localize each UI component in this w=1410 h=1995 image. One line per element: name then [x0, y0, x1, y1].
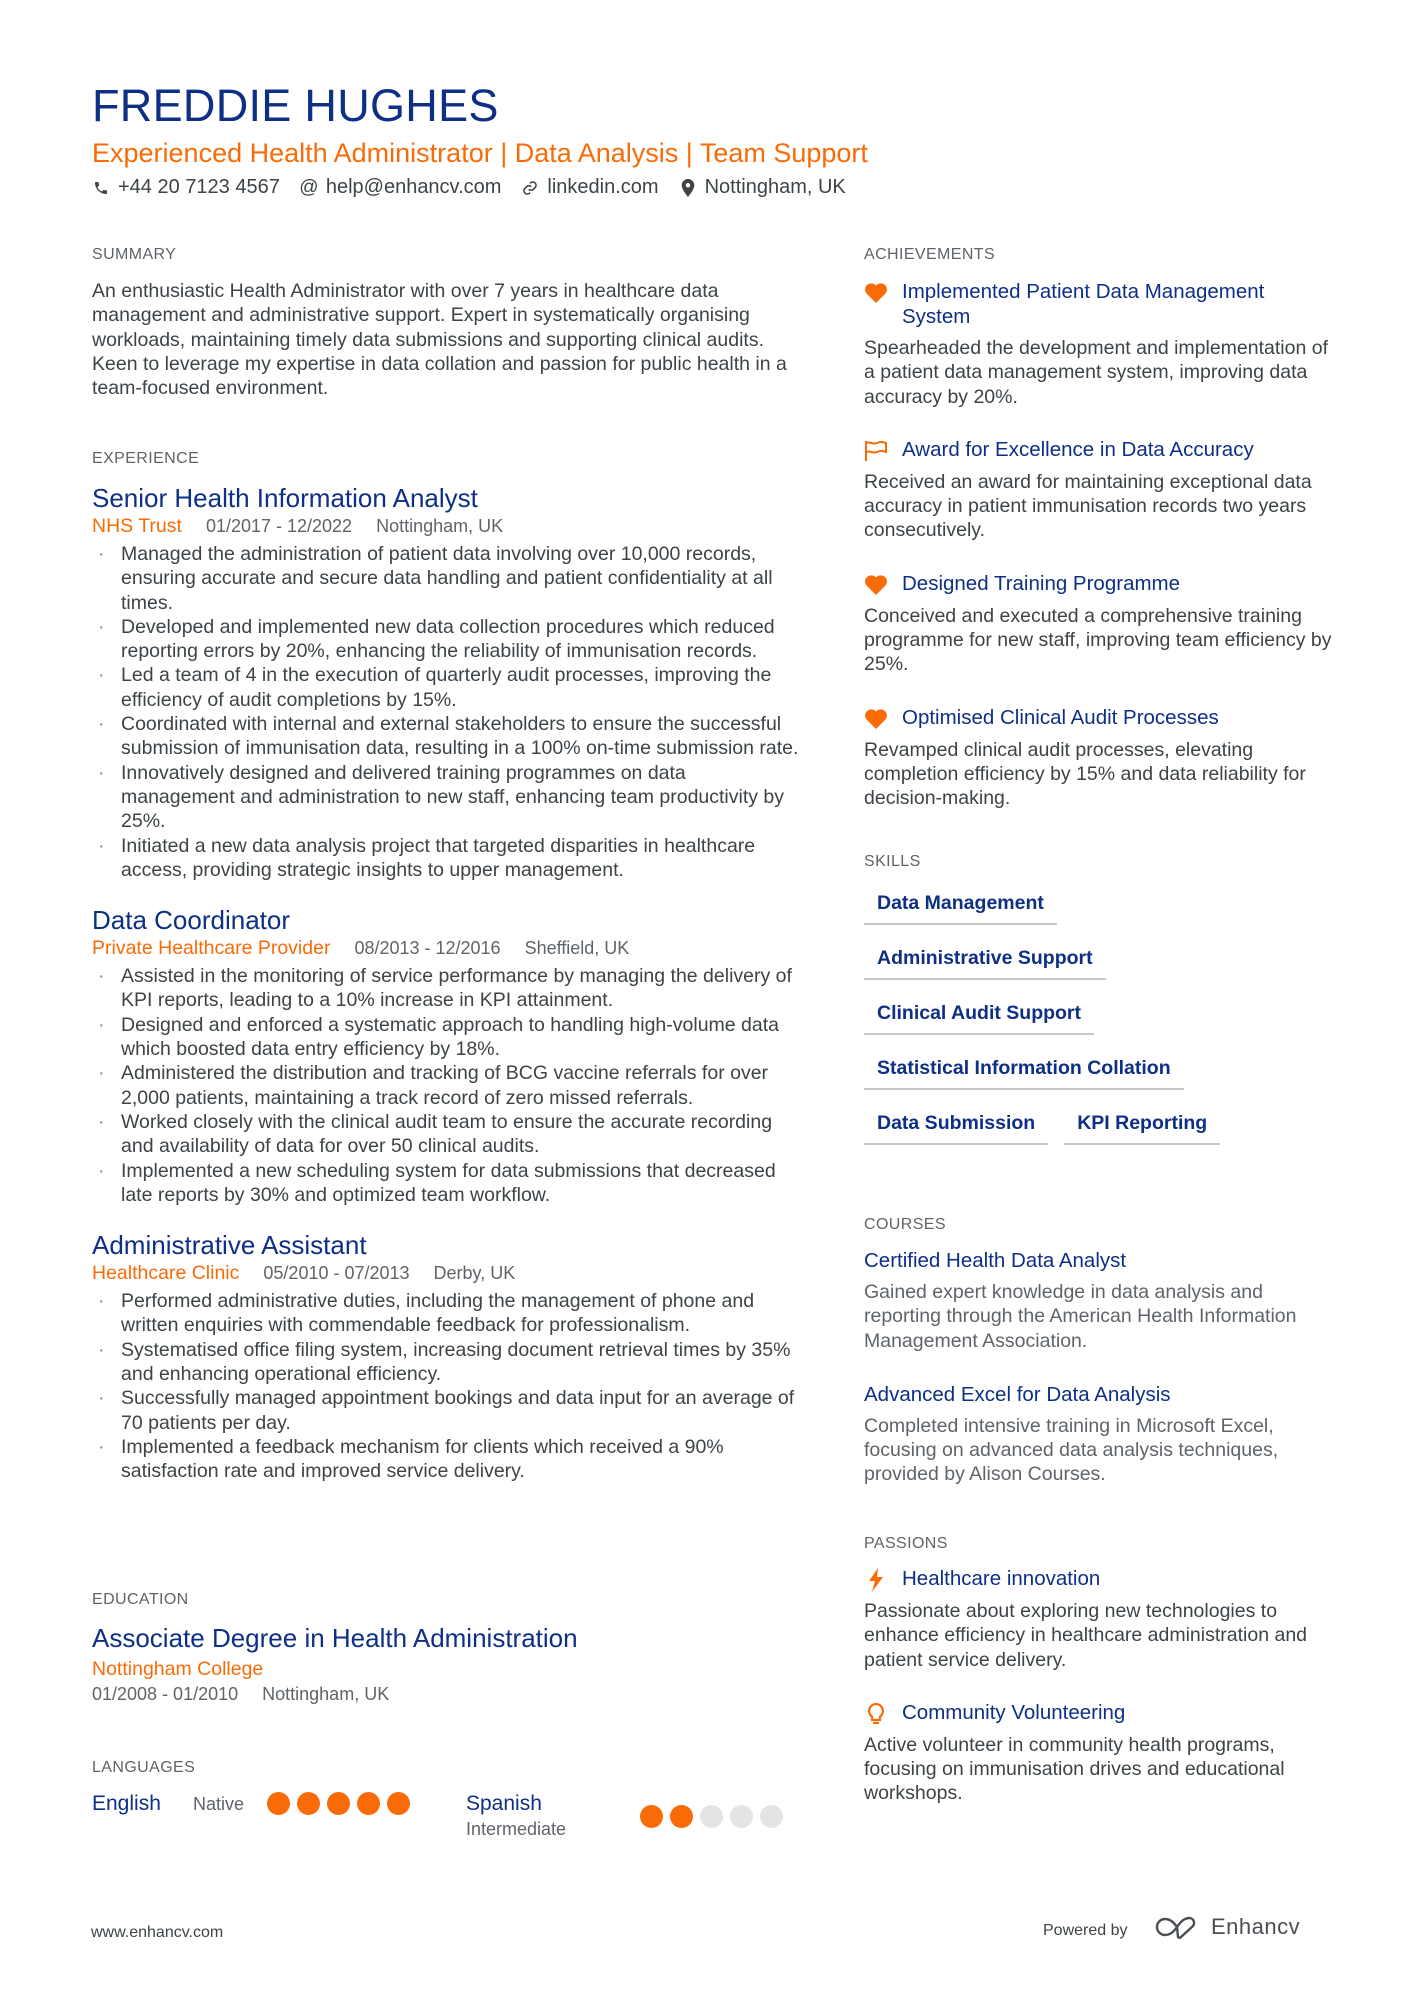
education-dates: 01/2008 - 01/2010: [92, 1684, 239, 1704]
bullet-item: · Designed and enforced a systematic approach to handling high-volume data which boosted data entry efficiency by 18%.: [92, 1013, 802, 1062]
achievements-list: [864, 279, 1334, 811]
skill-tag: Data Submission: [864, 1112, 1048, 1145]
job-meta: [92, 1261, 802, 1285]
achievement-title: Award for Excellence in Data Accuracy: [902, 437, 1254, 461]
bullet-item: · Assisted in the monitoring of service performance by managing the delivery of KPI reports, leading to a 10% increase in KPI attainment.: [92, 964, 802, 1013]
skill-tag: Administrative Support: [864, 947, 1106, 980]
location-text: Nottingham, UK: [704, 176, 846, 198]
bullet-item: · Performed administrative duties, including the management of phone and written enquiries with commendable feedback for professionalism.: [92, 1289, 802, 1338]
bullet-item: · Systematised office filing system, increasing document retrieval times by 35% and enhancing operational efficiency.: [92, 1338, 802, 1387]
education-location: Nottingham, UK: [262, 1684, 390, 1704]
job-meta: [92, 514, 802, 538]
rating-dot-empty: [700, 1805, 723, 1828]
course-item: [864, 1248, 1334, 1353]
achievement-header: [864, 571, 1334, 597]
skills-row: [864, 1002, 1334, 1035]
rating-dot-filled: [387, 1792, 410, 1815]
enhancv-brand: Enhancv: [1211, 1914, 1301, 1939]
bullet-item: · Innovatively designed and delivered training programmes on data management and administration to new staff, enhancing team productivity by 25%.: [92, 761, 802, 834]
job-bullets: [92, 964, 802, 1207]
summary-text: An enthusiastic Health Administrator with over 7 years in healthcare data management and administrative support. Expert in systematically organising workloads, maintaining timely data submissions and supporting clinical audits. Keen to leverage my expertise in data collation and passion for public health in a team-focused environment.: [92, 280, 787, 400]
section-heading-achievements: ACHIEVEMENTS: [864, 246, 996, 263]
section-heading-languages: LANGUAGES: [92, 1759, 196, 1776]
skills-row: [864, 1112, 1334, 1145]
rating-dot-filled: [640, 1805, 663, 1828]
enhancv-logo-icon: [1155, 1914, 1201, 1940]
course-item: [864, 1382, 1334, 1487]
skill-tag: KPI Reporting: [1064, 1112, 1220, 1145]
achievement-header: [864, 279, 1334, 329]
passion-item: [864, 1700, 1334, 1806]
footer-website[interactable]: www.enhancv.com: [91, 1924, 224, 1941]
contact-row: [92, 176, 846, 199]
job-dates: 08/2013 - 12/2016: [354, 938, 501, 959]
heart-icon: [864, 573, 888, 597]
passion-item: [864, 1566, 1334, 1672]
skills-row: [864, 1057, 1334, 1090]
linkedin-link[interactable]: linkedin.com: [547, 176, 659, 198]
rating-dot-empty: [760, 1805, 783, 1828]
passions-list: [864, 1566, 1334, 1834]
section-heading-education: EDUCATION: [92, 1591, 189, 1608]
language-rating: [640, 1805, 790, 1833]
job-location: Sheffield, UK: [524, 938, 630, 959]
phone-icon: [92, 179, 110, 197]
job-dates: 05/2010 - 07/2013: [263, 1263, 410, 1284]
company-name: NHS Trust: [92, 515, 182, 537]
achievement-item: [864, 279, 1334, 409]
section-heading-passions: PASSIONS: [864, 1535, 948, 1552]
achievement-item: [864, 705, 1334, 811]
achievement-title: Optimised Clinical Audit Processes: [902, 705, 1219, 729]
email-link[interactable]: help@enhancv.com: [325, 176, 502, 198]
location-pin-icon: [679, 179, 697, 197]
heart-icon: [864, 281, 888, 305]
job-title: Senior Health Information Analyst: [92, 483, 478, 513]
achievement-item: [864, 437, 1334, 543]
bullet-item: · Implemented a feedback mechanism for clients which received a 90% satisfaction rate and improved service delivery.: [92, 1435, 802, 1484]
company-name: Private Healthcare Provider: [92, 937, 331, 960]
achievement-title: Implemented Patient Data Management System: [902, 280, 1265, 328]
rating-dot-filled: [297, 1792, 320, 1815]
contact-phone: [92, 176, 280, 199]
job-entry: [92, 1229, 802, 1483]
rating-dot-filled: [327, 1792, 350, 1815]
job-bullets: [92, 1289, 802, 1483]
achievement-description: Received an award for maintaining exceptional data accuracy in patient immunisation records two years consecutively.: [864, 470, 1312, 542]
education-entry: [92, 1622, 792, 1706]
achievement-header: [864, 437, 1334, 463]
enhancv-logo[interactable]: [1155, 1914, 1300, 1940]
candidate-name: FREDDIE HUGHES: [92, 80, 499, 131]
bullet-item: · Developed and implemented new data collection procedures which reduced reporting errors by 20%, enhancing the reliability of immunisation records.: [92, 615, 802, 664]
section-heading-courses: COURSES: [864, 1216, 946, 1233]
bullet-item: · Implemented a new scheduling system for data submissions that decreased late reports by 30% and optimized team workflow.: [92, 1159, 802, 1208]
bullet-item: · Administered the distribution and tracking of BCG vaccine referrals for over 2,000 patients, maintaining a track record of zero missed referrals.: [92, 1061, 802, 1110]
rating-dot-filled: [267, 1792, 290, 1815]
degree-title: Associate Degree in Health Administration: [92, 1623, 578, 1653]
course-description: Completed intensive training in Microsoft Excel, focusing on advanced data analysis techniques, provided by Alison Courses.: [864, 1414, 1279, 1486]
contact-location: [679, 176, 846, 199]
skill-tag: Data Management: [864, 892, 1057, 925]
achievement-item: [864, 571, 1334, 677]
achievement-header: [864, 705, 1334, 731]
skill-tag: Clinical Audit Support: [864, 1002, 1094, 1035]
language-name: English: [92, 1792, 161, 1815]
heart-icon: [864, 707, 888, 731]
language-level: Native: [193, 1794, 245, 1814]
job-title: Administrative Assistant: [92, 1230, 367, 1261]
job-location: Derby, UK: [433, 1263, 516, 1284]
passion-header: [864, 1566, 1334, 1592]
job-title: Data Coordinator: [92, 905, 290, 936]
at-icon: @: [299, 176, 319, 198]
passion-title: Healthcare innovation: [902, 1567, 1101, 1590]
skill-tag: Statistical Information Collation: [864, 1057, 1184, 1090]
achievement-description: Revamped clinical audit processes, elevating completion efficiency by 15% and data reliability for decision-making.: [864, 738, 1306, 810]
language-rating: [267, 1792, 417, 1820]
bullet-item: · Successfully managed appointment bookings and data input for an average of 70 patients per day.: [92, 1386, 802, 1435]
job-bullets: [92, 542, 802, 882]
bullet-item: · Managed the administration of patient data involving over 10,000 records, ensuring accurate and secure data handling and patient confidentiality at all times.: [92, 542, 802, 615]
job-meta: [92, 936, 802, 960]
job-entry: [92, 904, 802, 1207]
skills-row: [864, 892, 1334, 925]
bullet-item: · Coordinated with internal and external stakeholders to ensure the successful submission of immunisation data, resulting in a 100% on-time submission rate.: [92, 712, 802, 761]
link-icon: [521, 179, 539, 197]
passion-description: Passionate about exploring new technologies to enhance efficiency in healthcare administration and patient service delivery.: [864, 1600, 1308, 1671]
rating-dot-filled: [357, 1792, 380, 1815]
achievement-title: Designed Training Programme: [902, 571, 1181, 595]
language-name: Spanish: [466, 1792, 542, 1815]
job-dates: 01/2017 - 12/2022: [205, 516, 353, 536]
course-title: Certified Health Data Analyst: [864, 1249, 1127, 1272]
contact-link[interactable]: [521, 176, 658, 199]
lightbulb-icon: [864, 1702, 888, 1726]
powered-by-label: Powered by: [1043, 1922, 1128, 1939]
flag-icon: [864, 439, 888, 463]
job-entry: [92, 482, 802, 882]
headline: Experienced Health Administrator | Data Analysis | Team Support: [92, 138, 868, 168]
passion-header: [864, 1700, 1334, 1726]
contact-email[interactable]: [300, 176, 502, 199]
company-name: Healthcare Clinic: [92, 1262, 240, 1285]
phone-text: +44 20 7123 4567: [118, 176, 280, 198]
experience-list: [92, 482, 802, 1506]
bullet-item: · Worked closely with the clinical audit team to ensure the accurate recording and availability of data for over 50 clinical audits.: [92, 1110, 802, 1159]
course-title: Advanced Excel for Data Analysis: [864, 1382, 1171, 1406]
language-level: Intermediate: [466, 1819, 567, 1839]
section-heading-skills: SKILLS: [864, 853, 921, 870]
job-location: Nottingham, UK: [376, 516, 504, 536]
achievement-description: Conceived and executed a comprehensive training programme for new staff, improving team efficiency by 25%.: [864, 604, 1332, 676]
section-heading-summary: SUMMARY: [92, 246, 177, 263]
lightning-icon: [864, 1568, 888, 1592]
skills-list: [864, 892, 1334, 1167]
bullet-item: · Initiated a new data analysis project that targeted disparities in healthcare access, providing strategic insights to upper management.: [92, 834, 802, 883]
passion-description: Active volunteer in community health programs, focusing on immunisation drives and educational workshops.: [864, 1733, 1285, 1805]
course-description: Gained expert knowledge in data analysis and reporting through the American Health Information Management Association.: [864, 1281, 1297, 1352]
courses-list: [864, 1248, 1334, 1516]
rating-dot-empty: [730, 1805, 753, 1828]
rating-dot-filled: [670, 1805, 693, 1828]
passion-title: Community Volunteering: [902, 1700, 1126, 1724]
skills-row: [864, 947, 1334, 980]
achievement-description: Spearheaded the development and implementation of a patient data management system, improving data accuracy by 20%.: [864, 337, 1328, 408]
bullet-item: · Led a team of 4 in the execution of quarterly audit processes, improving the efficiency of audit completions by 15%.: [92, 663, 802, 712]
school-name: Nottingham College: [92, 1658, 264, 1680]
section-heading-experience: EXPERIENCE: [92, 450, 200, 467]
